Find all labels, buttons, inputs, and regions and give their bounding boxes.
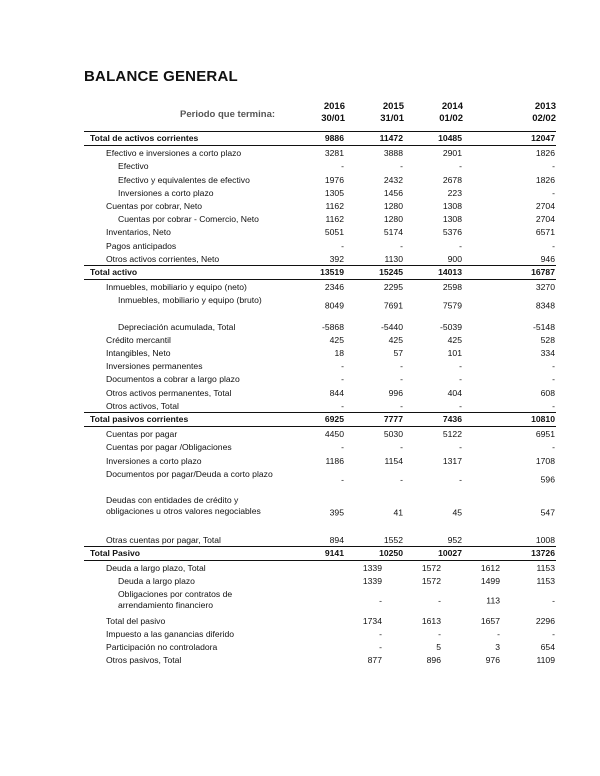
table-row: [84, 293, 556, 319]
cell-value: 2901: [442, 148, 462, 159]
row-label: Otras cuentas por pagar, Total: [106, 534, 221, 545]
row-label: Impuesto a las ganancias diferido: [106, 629, 235, 640]
column-header-2015: 2015 31/01: [380, 101, 404, 124]
cell-value: 2678: [442, 174, 462, 185]
cell-value: 8348: [535, 300, 555, 311]
table-row: [84, 493, 556, 533]
cell-value: 5122: [442, 429, 462, 440]
table-row: [84, 561, 556, 574]
cell-value: -: [552, 442, 555, 453]
cell-value: 896: [426, 655, 441, 666]
table-row: [84, 574, 556, 587]
row-label: Obligaciones por contratos de arrendamiento financiero: [118, 589, 233, 610]
cell-value: 1456: [383, 187, 403, 198]
table-row: [84, 320, 556, 333]
row-label: Participación no controladora: [106, 642, 218, 653]
row-label: Deuda a largo plazo, Total: [106, 563, 206, 574]
row-label: Inversiones a corto plazo: [106, 455, 202, 466]
cell-value: 13726: [531, 547, 555, 558]
row-label: Cuentas por cobrar - Comercio, Neto: [118, 214, 259, 225]
cell-value: -: [341, 361, 344, 372]
table-row: [84, 225, 556, 238]
cell-value: 1109: [536, 655, 555, 666]
table-row: [84, 614, 556, 627]
cell-value: -: [459, 361, 462, 372]
cell-value: 1708: [535, 455, 555, 466]
cell-value: -: [438, 595, 441, 606]
row-label: Efectivo y equivalentes de efectivo: [118, 174, 250, 185]
cell-value: 13519: [320, 266, 344, 277]
cell-value: 1826: [535, 174, 555, 185]
cell-value: 2295: [383, 282, 403, 293]
table-row: [84, 533, 556, 546]
cell-value: 1976: [324, 174, 344, 185]
table-row: [84, 440, 556, 453]
cell-value: 1339: [362, 563, 382, 574]
cell-value: 1552: [383, 534, 403, 545]
cell-value: 654: [540, 642, 555, 653]
cell-value: -: [341, 474, 344, 485]
page-title: BALANCE GENERAL: [84, 68, 238, 85]
cell-value: -: [379, 629, 382, 640]
cell-value: 3888: [383, 148, 403, 159]
cell-value: -: [341, 442, 344, 453]
cell-value: 101: [447, 348, 462, 359]
table-row: [84, 587, 556, 613]
cell-value: 7436: [442, 413, 462, 424]
table-row: [84, 280, 556, 293]
balance-table: [84, 131, 556, 667]
cell-value: -: [552, 595, 555, 606]
table-row: [84, 252, 556, 265]
table-row: [84, 627, 556, 640]
table-header: [84, 101, 556, 129]
section-total-row: [84, 546, 556, 561]
row-label: Efectivo e inversiones a corto plazo: [106, 148, 242, 159]
cell-value: 10250: [379, 547, 403, 558]
table-row: [84, 372, 556, 385]
row-label: Documentos a cobrar a largo plazo: [106, 374, 240, 385]
cell-value: 1153: [536, 576, 555, 587]
cell-value: -5039: [440, 321, 462, 332]
table-row: [84, 427, 556, 440]
column-header-2016: 2016 30/01: [321, 101, 345, 124]
cell-value: -: [341, 161, 344, 172]
row-label: Total Pasivo: [90, 547, 140, 558]
cell-value: 1734: [362, 615, 382, 626]
row-label: Deudas con entidades de crédito y obligaciones u otros valores negociables: [106, 495, 261, 516]
table-row: [84, 454, 556, 467]
table-row: [84, 159, 556, 172]
cell-value: -: [459, 240, 462, 251]
row-label: Efectivo: [118, 161, 149, 172]
cell-value: 3270: [535, 282, 555, 293]
cell-value: 1308: [442, 200, 462, 211]
cell-value: 844: [329, 387, 344, 398]
cell-value: -: [552, 629, 555, 640]
cell-value: 41: [393, 507, 403, 518]
row-label: Deuda a largo plazo: [118, 576, 195, 587]
table-row: [84, 199, 556, 212]
cell-value: -: [497, 629, 500, 640]
cell-value: 392: [329, 253, 344, 264]
cell-value: 1153: [536, 563, 555, 574]
table-row: [84, 333, 556, 346]
cell-value: 57: [393, 348, 403, 359]
cell-value: 1499: [480, 576, 500, 587]
cell-value: -5148: [533, 321, 555, 332]
cell-value: 608: [540, 387, 555, 398]
cell-value: 7777: [383, 413, 403, 424]
cell-value: 1317: [442, 455, 462, 466]
cell-value: 4450: [324, 429, 344, 440]
cell-value: 3: [495, 642, 500, 653]
cell-value: 2704: [535, 214, 555, 225]
table-row: [84, 146, 556, 159]
cell-value: -: [379, 642, 382, 653]
period-label: Periodo que termina:: [180, 109, 276, 120]
row-label: Inmuebles, mobiliario y equipo (neto): [106, 282, 247, 293]
cell-value: 1572: [421, 563, 441, 574]
cell-value: 2432: [383, 174, 403, 185]
cell-value: 5376: [442, 227, 462, 238]
cell-value: -: [341, 400, 344, 411]
row-label: Otros pasivos, Total: [106, 655, 182, 666]
cell-value: 1008: [535, 534, 555, 545]
cell-value: -: [552, 374, 555, 385]
cell-value: 6925: [324, 413, 344, 424]
cell-value: -: [459, 374, 462, 385]
cell-value: 10485: [438, 133, 462, 143]
cell-value: 1280: [383, 200, 403, 211]
cell-value: 425: [388, 334, 403, 345]
row-label: Pagos anticipados: [106, 240, 177, 251]
cell-value: 223: [447, 187, 462, 198]
cell-value: 425: [329, 334, 344, 345]
cell-value: 3281: [324, 148, 344, 159]
cell-value: 2346: [324, 282, 344, 293]
cell-value: 5174: [383, 227, 403, 238]
cell-value: 1186: [325, 455, 344, 466]
row-label: Total del pasivo: [106, 615, 166, 626]
cell-value: 1130: [384, 253, 403, 264]
cell-value: -: [400, 442, 403, 453]
cell-value: 9141: [324, 547, 344, 558]
cell-value: 14013: [438, 266, 462, 277]
cell-value: 113: [486, 595, 500, 606]
cell-value: 10810: [531, 413, 555, 424]
row-label: Crédito mercantil: [106, 334, 171, 345]
cell-value: 547: [540, 507, 555, 518]
cell-value: 900: [447, 253, 462, 264]
cell-value: 5030: [383, 429, 403, 440]
cell-value: 1154: [384, 455, 403, 466]
row-label: Cuentas por pagar /Obligaciones: [106, 442, 232, 453]
row-label: Documentos por pagar/Deuda a corto plazo: [106, 468, 273, 479]
cell-value: 12047: [531, 133, 555, 143]
cell-value: -: [459, 400, 462, 411]
cell-value: 15245: [379, 266, 403, 277]
cell-value: -: [341, 240, 344, 251]
section-total-row: [84, 131, 556, 146]
cell-value: 6951: [535, 429, 555, 440]
row-label: Inversiones permanentes: [106, 361, 203, 372]
cell-value: -: [459, 442, 462, 453]
row-label: Otros activos, Total: [106, 400, 179, 411]
cell-value: 1162: [325, 214, 344, 225]
cell-value: 2296: [535, 615, 555, 626]
cell-value: -: [459, 161, 462, 172]
row-label: Total de activos corrientes: [90, 133, 199, 143]
cell-value: -: [400, 361, 403, 372]
column-header-2014: 2014 01/02: [439, 101, 463, 124]
cell-value: -: [552, 361, 555, 372]
table-row: [84, 173, 556, 186]
cell-value: 1613: [421, 615, 441, 626]
table-row: [84, 653, 556, 666]
cell-value: 2598: [442, 282, 462, 293]
cell-value: -: [341, 374, 344, 385]
cell-value: 45: [452, 507, 462, 518]
cell-value: -: [400, 374, 403, 385]
cell-value: 6571: [535, 227, 555, 238]
row-label: Intangibles, Neto: [106, 348, 171, 359]
cell-value: 596: [540, 474, 555, 485]
cell-value: -: [379, 595, 382, 606]
table-row: [84, 640, 556, 653]
cell-value: 952: [447, 534, 462, 545]
cell-value: 10027: [438, 547, 462, 558]
cell-value: 9886: [324, 133, 344, 143]
table-row: [84, 239, 556, 252]
row-label: Total activo: [90, 266, 138, 277]
cell-value: 5: [436, 642, 441, 653]
table-row: [84, 399, 556, 412]
table-row: [84, 346, 556, 359]
cell-value: 1572: [421, 576, 441, 587]
row-label: Depreciación acumulada, Total: [118, 321, 236, 332]
row-label: Otros activos permanentes, Total: [106, 387, 232, 398]
cell-value: 404: [447, 387, 462, 398]
cell-value: 8049: [324, 300, 344, 311]
cell-value: -: [552, 161, 555, 172]
table-row: [84, 212, 556, 225]
cell-value: -: [438, 629, 441, 640]
cell-value: 1339: [362, 576, 382, 587]
cell-value: 334: [540, 348, 555, 359]
cell-value: 1308: [442, 214, 462, 225]
cell-value: 877: [367, 655, 382, 666]
cell-value: 5051: [324, 227, 344, 238]
cell-value: -: [400, 400, 403, 411]
cell-value: 425: [447, 334, 462, 345]
cell-value: 16787: [531, 266, 555, 277]
table-row: [84, 467, 556, 493]
cell-value: 528: [540, 334, 555, 345]
table-row: [84, 359, 556, 372]
cell-value: -5440: [381, 321, 403, 332]
cell-value: 1162: [325, 200, 344, 211]
cell-value: 996: [388, 387, 403, 398]
row-label: Inventarios, Neto: [106, 227, 171, 238]
cell-value: 2704: [535, 200, 555, 211]
cell-value: -: [400, 474, 403, 485]
cell-value: 18: [334, 348, 344, 359]
cell-value: 946: [540, 253, 555, 264]
section-total-row: [84, 412, 556, 427]
cell-value: -: [400, 240, 403, 251]
cell-value: 1657: [480, 615, 500, 626]
cell-value: 7691: [383, 300, 403, 311]
cell-value: -: [459, 474, 462, 485]
row-label: Inmuebles, mobiliario y equipo (bruto): [118, 295, 262, 306]
cell-value: -: [552, 240, 555, 251]
section-total-row: [84, 265, 556, 280]
row-label: Total pasivos corrientes: [90, 413, 189, 424]
table-row: [84, 386, 556, 399]
cell-value: 1305: [324, 187, 344, 198]
cell-value: 1280: [383, 214, 403, 225]
row-label: Cuentas por cobrar, Neto: [106, 200, 203, 211]
row-label: Cuentas por pagar: [106, 429, 178, 440]
cell-value: -: [400, 161, 403, 172]
cell-value: 11472: [379, 133, 403, 143]
cell-value: 894: [329, 534, 344, 545]
cell-value: -5868: [322, 321, 344, 332]
cell-value: -: [552, 400, 555, 411]
cell-value: -: [552, 187, 555, 198]
row-label: Inversiones a corto plazo: [118, 187, 214, 198]
row-label: Otros activos corrientes, Neto: [106, 253, 220, 264]
cell-value: 1612: [480, 563, 500, 574]
column-header-2013: 2013 02/02: [532, 101, 556, 124]
cell-value: 7579: [442, 300, 462, 311]
table-row: [84, 186, 556, 199]
cell-value: 976: [485, 655, 500, 666]
cell-value: 395: [329, 507, 344, 518]
cell-value: 1826: [535, 148, 555, 159]
